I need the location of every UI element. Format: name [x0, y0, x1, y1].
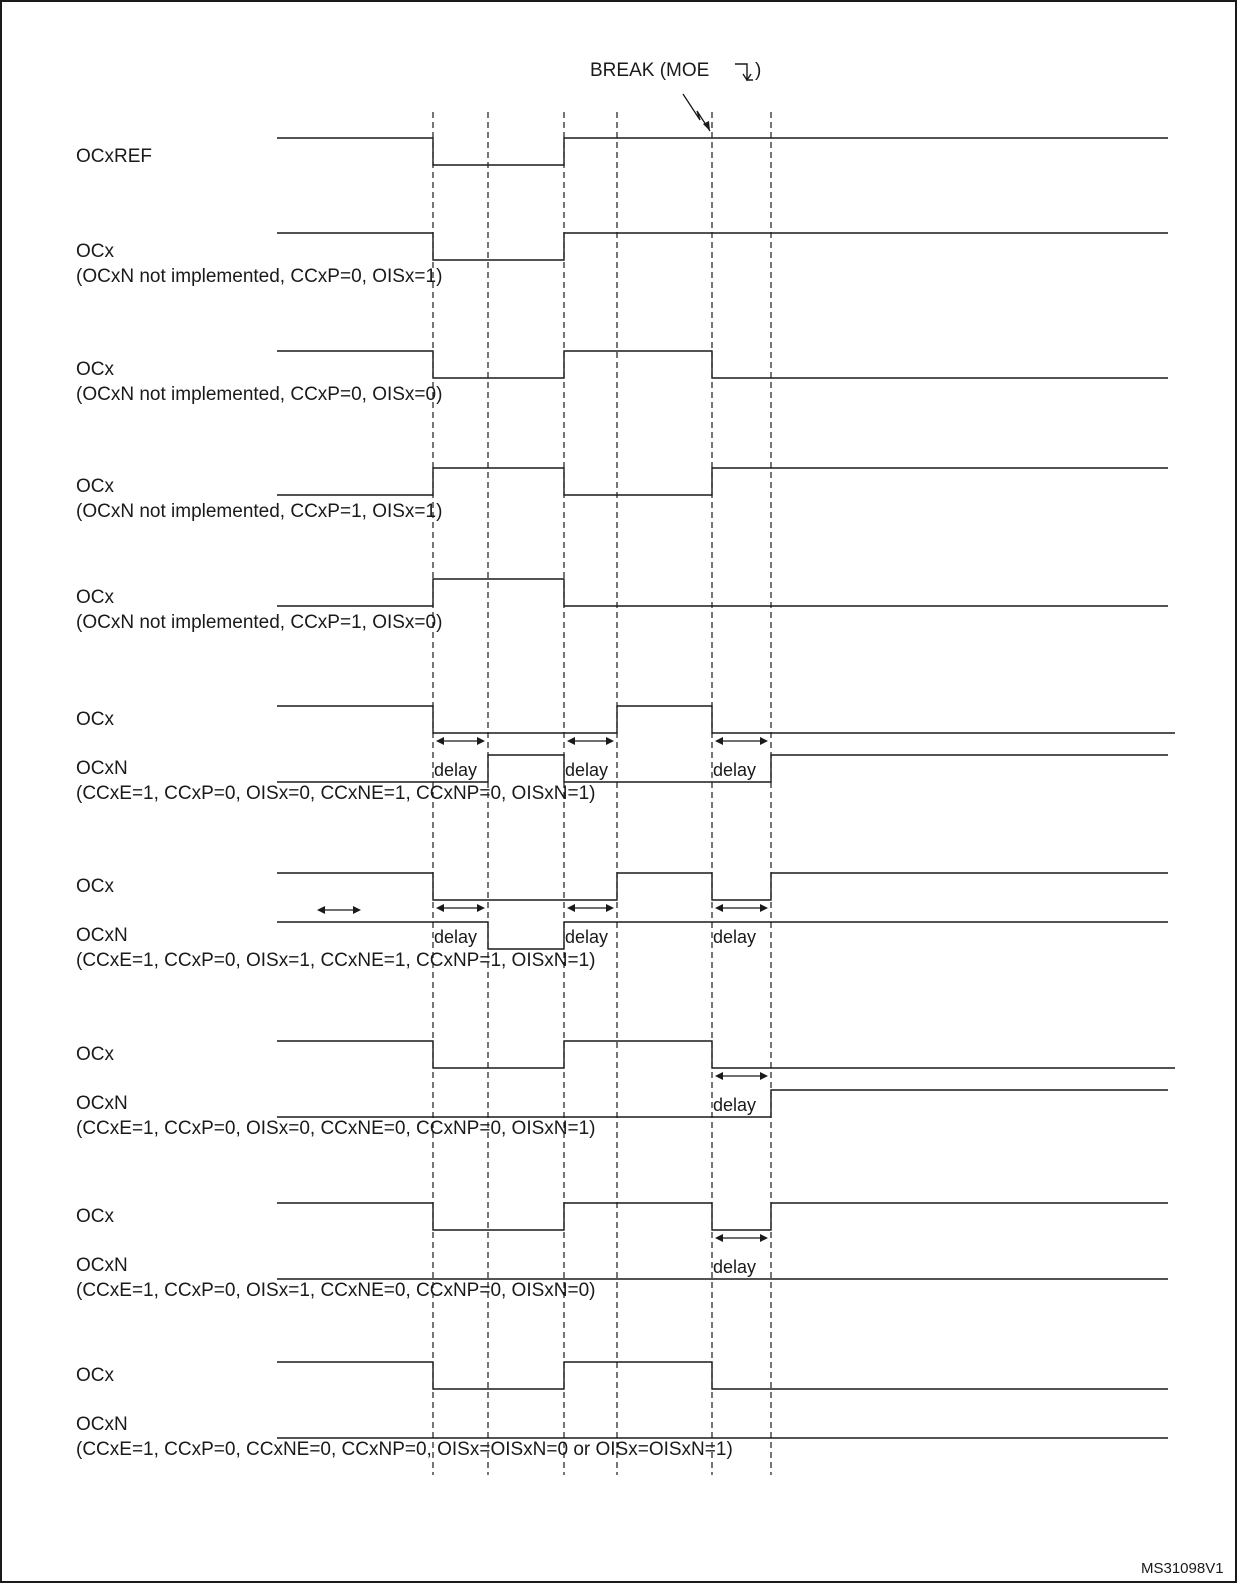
- ocx4-label: OCx: [76, 587, 114, 608]
- pair4-delay-arrow-0: [715, 1234, 768, 1242]
- pair4-condition: (CCxE=1, CCxP=0, OISx=1, CCxNE=0, CCxNP=0, OISxN=0): [76, 1280, 596, 1301]
- pair1-delay-label-1: delay: [565, 760, 609, 780]
- pair5-condition: (CCxE=1, CCxP=0, CCxNE=0, CCxNP=0, OISx=OISxN=0 or OISx=OISxN=1): [76, 1439, 733, 1460]
- pair5-ocxn-label: OCxN: [76, 1414, 128, 1435]
- pair3-delay-arrow-0: [715, 1072, 768, 1080]
- pair1-condition: (CCxE=1, CCxP=0, OISx=0, CCxNE=1, CCxNP=0, OISxN=1): [76, 783, 596, 804]
- pair2-extra-arrow: [317, 906, 361, 914]
- ocx1-waveform: [277, 233, 1168, 260]
- pair3-condition: (CCxE=1, CCxP=0, OISx=0, CCxNE=0, CCxNP=0, OISxN=1): [76, 1118, 596, 1139]
- ocxref-label: OCxREF: [76, 146, 152, 167]
- ocx3-waveform: [277, 468, 1168, 495]
- falling-edge-icon: [735, 64, 753, 80]
- pair3-ocx-waveform: [277, 1041, 1175, 1068]
- ocx4-waveform: [277, 579, 1168, 606]
- pair2-delay-arrow-0: [436, 904, 485, 912]
- pair4-delay-label-0: delay: [713, 1257, 757, 1277]
- pair1-ocx-label: OCx: [76, 709, 114, 730]
- ocx1-label: OCx: [76, 241, 114, 262]
- pair1-delay-arrow-2: [715, 737, 768, 745]
- pair2-delay-label-1: delay: [565, 927, 609, 947]
- ocx3-condition: (OCxN not implemented, CCxP=1, OISx=1): [76, 501, 443, 522]
- ocx2-label: OCx: [76, 359, 114, 380]
- pair5-ocx-waveform: [277, 1362, 1168, 1389]
- ocx2-waveform: [277, 351, 1168, 378]
- pair4-ocx-label: OCx: [76, 1206, 114, 1227]
- ocx1-condition: (OCxN not implemented, CCxP=0, OISx=1): [76, 266, 443, 287]
- pair4-ocxn-label: OCxN: [76, 1255, 128, 1276]
- pair3-delay-label-0: delay: [713, 1095, 757, 1115]
- pair1-ocxn-label: OCxN: [76, 758, 128, 779]
- pair1-delay-label-0: delay: [434, 760, 478, 780]
- pair1-ocx-waveform: [277, 706, 1175, 733]
- pair4-ocx-waveform: [277, 1203, 1168, 1230]
- break-annotation: [590, 60, 761, 131]
- pair1-delay-arrow-0: [436, 737, 485, 745]
- ocx3-label: OCx: [76, 476, 114, 497]
- pair3-ocxn-label: OCxN: [76, 1093, 128, 1114]
- pair2-ocxn-label: OCxN: [76, 925, 128, 946]
- reference-id: MS31098V1: [1141, 1560, 1224, 1577]
- pair3-ocx-label: OCx: [76, 1044, 114, 1065]
- pair2-delay-arrow-1: [567, 904, 614, 912]
- pair1-delay-arrow-1: [567, 737, 614, 745]
- pair2-ocx-waveform: [277, 873, 1168, 900]
- pair2-delay-arrow-2: [715, 904, 768, 912]
- ocx4-condition: (OCxN not implemented, CCxP=1, OISx=0): [76, 612, 443, 633]
- break-pointer-arrow: [683, 94, 710, 131]
- break-label: BREAK (MOE: [590, 60, 710, 81]
- pair5-ocx-label: OCx: [76, 1365, 114, 1386]
- ocxref-waveform: [277, 138, 1168, 165]
- ocx2-condition: (OCxN not implemented, CCxP=0, OISx=0): [76, 384, 443, 405]
- pair2-condition: (CCxE=1, CCxP=0, OISx=1, CCxNE=1, CCxNP=1, OISxN=1): [76, 950, 596, 971]
- pair2-ocx-label: OCx: [76, 876, 114, 897]
- pair2-delay-label-2: delay: [713, 927, 757, 947]
- pair2-delay-label-0: delay: [434, 927, 478, 947]
- pair1-delay-label-2: delay: [713, 760, 757, 780]
- signal-labels: [76, 146, 733, 1460]
- delay-markers: [317, 737, 768, 1277]
- break-label-close: ): [755, 60, 762, 81]
